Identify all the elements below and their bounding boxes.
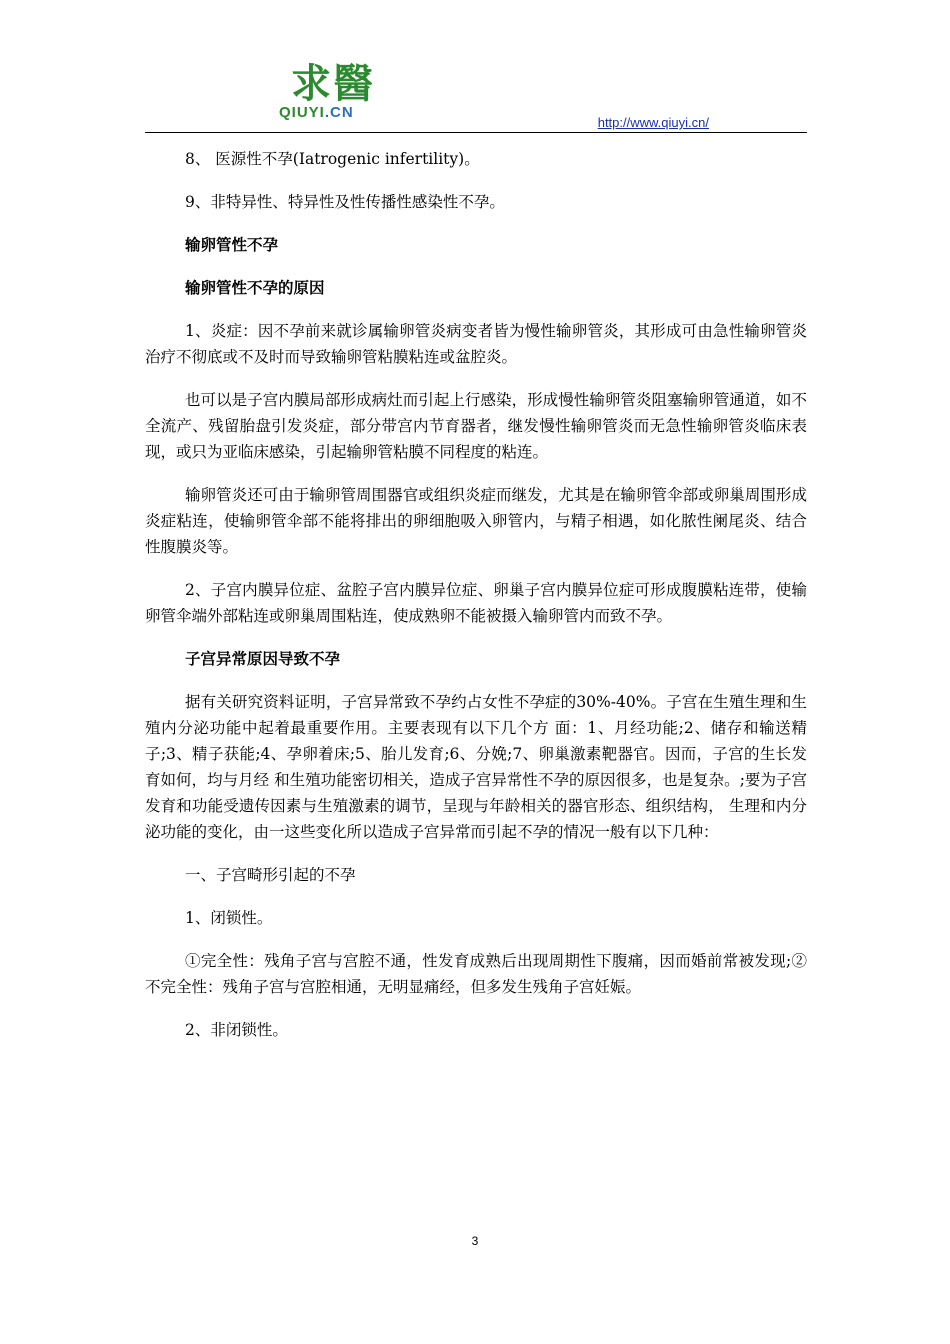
paragraph: 1、闭锁性。 xyxy=(185,909,273,927)
paragraph: 据有关研究资料证明，子宫异常致不孕约占女性不孕症的30%-40%。子宫在生殖生理和生殖内分泌功能中起着最重要作用。主要表现有以下几个方 面：1、月经功能;2、储存和输送精子;3、精子获能;4、孕卵着床;5、胎儿发育;6、分娩;7、卵巢激素靶器官。因而，子宫的生长发育如何，均与月经 和生殖功能密切相关，造成子宫异常性不孕的原因很多，也是复杂。;要为子宫发育和功能受遗传因素与生殖激素的调节，呈现与年龄相关的器官形态、组织结构， 生理和内分泌功能的变化，由一这些变化所以造成子宫异常而引起不孕的情况一般有以下几种： xyxy=(145,693,807,841)
page-number: 3 xyxy=(471,1234,479,1248)
paragraph: 也可以是子宫内膜局部形成病灶而引起上行感染，形成慢性输卵管炎阻塞输卵管通道，如不全流产、残留胎盘引发炎症，部分带宫内节育器者，继发慢性输卵管炎而无急性输卵管炎临床表现，或只为亚临床感染，引起输卵管粘膜不同程度的粘连。 xyxy=(145,391,807,461)
document-body xyxy=(145,146,807,1060)
qiuyi-logo[interactable] xyxy=(273,62,393,130)
header-divider xyxy=(145,132,807,133)
paragraph: 一、子宫畸形引起的不孕 xyxy=(185,866,356,884)
paragraph: 2、子宫内膜异位症、盆腔子宫内膜异位症、卵巢子宫内膜异位症可形成腹膜粘连带，使输卵管伞端外部粘连或卵巢周围粘连，使成熟卵不能被摄入输卵管内而致不孕。 xyxy=(145,581,807,625)
paragraph: 输卵管炎还可由于输卵管周围器官或组织炎症而继发，尤其是在输卵管伞部或卵巢周围形成炎症粘连，使输卵管伞部不能将排出的卵细胞吸入卵管内，与精子相遇，如化脓性阑尾炎、结合性腹膜炎等。 xyxy=(145,486,807,556)
section-heading: 子宫异常原因导致不孕 xyxy=(185,650,341,668)
site-url-link[interactable]: http://www.qiuyi.cn/ xyxy=(597,115,709,130)
logo-chinese: 求醫 xyxy=(291,60,375,107)
section-heading: 输卵管性不孕 xyxy=(185,236,279,254)
logo-en-main: QIUYI xyxy=(279,104,325,121)
paragraph: 8、 医源性不孕(Iatrogenic infertility)。 xyxy=(185,150,480,168)
paragraph: ①完全性：残角子宫与宫腔不通，性发育成熟后出现周期性下腹痛，因而婚前常被发现;② 不完全性：残角子宫与宫腔相通，无明显痛经，但多发生残角子宫妊娠。 xyxy=(145,952,807,996)
section-heading: 输卵管性不孕的原因 xyxy=(185,279,325,297)
logo-english xyxy=(279,104,354,122)
paragraph: 9、非特异性、特异性及性传播性感染性不孕。 xyxy=(185,193,505,211)
paragraph: 2、非闭锁性。 xyxy=(185,1021,288,1039)
page-header xyxy=(145,0,807,134)
paragraph: 1、炎症：因不孕前来就诊属输卵管炎病变者皆为慢性输卵管炎，其形成可由急性输卵管炎治疗不彻底或不及时而导致输卵管粘膜粘连或盆腔炎。 xyxy=(145,322,807,366)
logo-en-suffix: .CN xyxy=(324,104,354,121)
